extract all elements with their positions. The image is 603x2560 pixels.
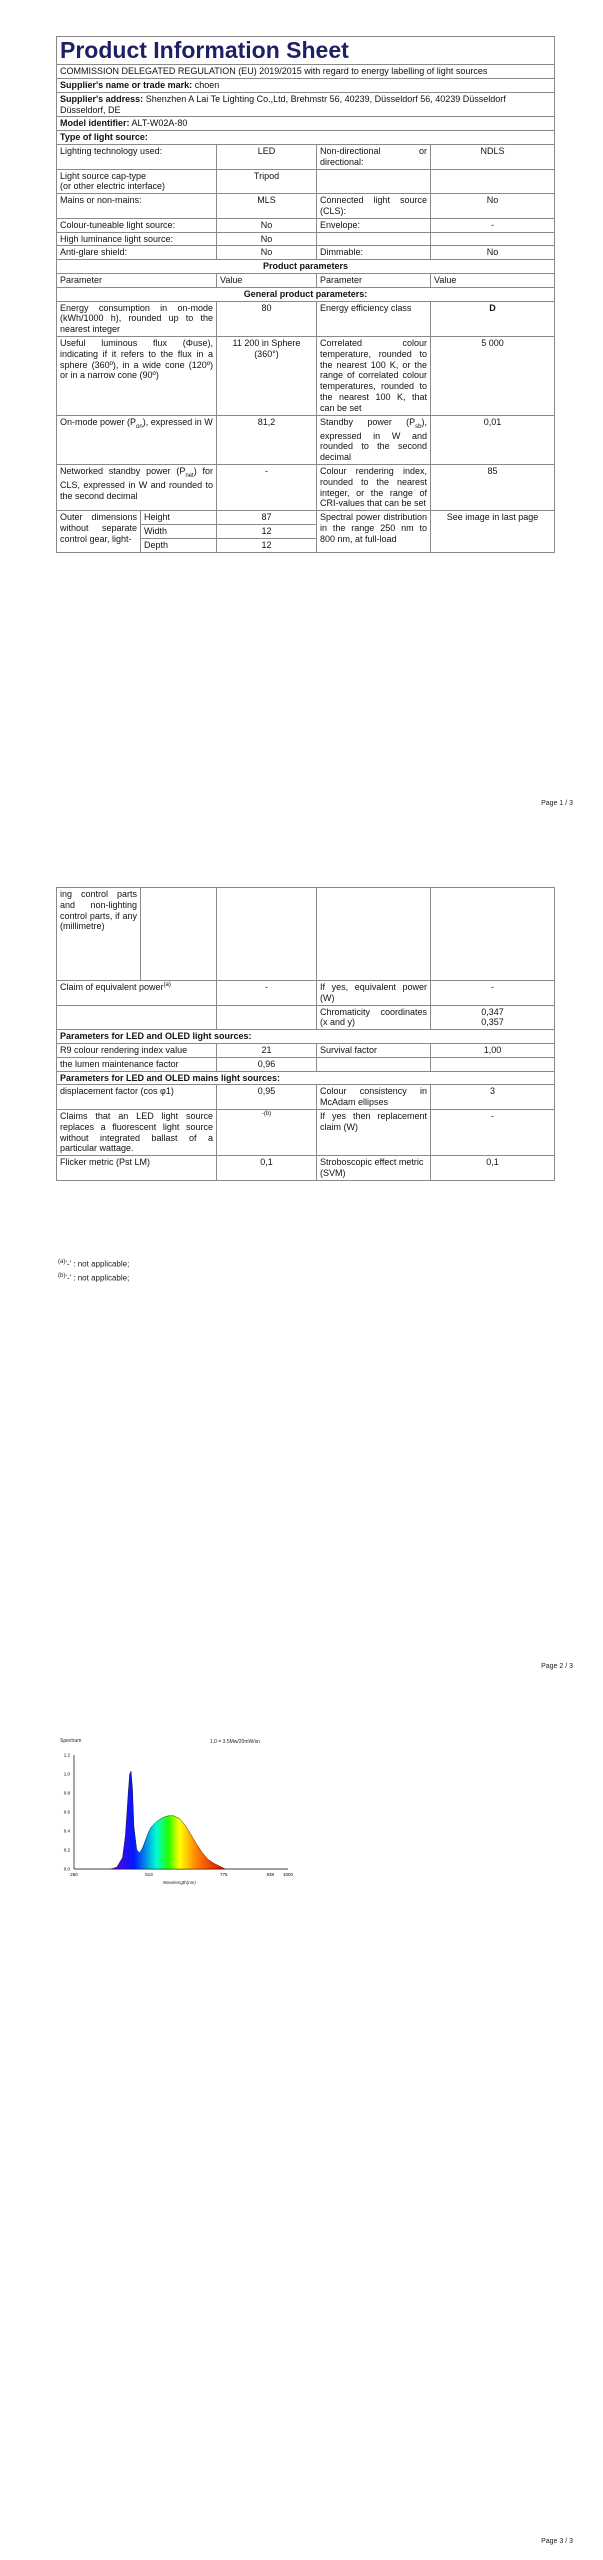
product-parameters-heading: Product parameters — [57, 260, 555, 274]
table-row: High luminance light source: No — [57, 232, 555, 246]
y-tick-label: 0.2 — [63, 1847, 70, 1853]
y-tick-label: 0.8 — [63, 1790, 70, 1796]
table-row: Energy consumption in on-mode (kWh/1000 h), rounded up to the nearest integer 80 Energy efficiency class D — [57, 301, 555, 336]
table-row: displacement factor (cos φ1) 0,95 Colour consistency in McAdam ellipses 3 — [57, 1085, 555, 1110]
table-row: Outer dimensions without separate control gear, light- Height 87 Spectral power distribution in the range 250 nm to 800 nm, at full-load See image in last page — [57, 511, 555, 525]
column-header-row: Parameter Value Parameter Value — [57, 274, 555, 288]
y-tick-label: 0.4 — [63, 1828, 70, 1834]
page-number: Page 1 / 3 — [541, 800, 573, 807]
table-row: Anti-glare shield: No Dimmable: No — [57, 246, 555, 260]
model-identifier-row: Model identifier: ALT-W02A-80 — [57, 117, 555, 131]
y-tick-label: 1.0 — [63, 1771, 70, 1777]
table-row: R9 colour rendering index value 21 Survival factor 1,00 — [57, 1043, 555, 1057]
table-row: Width 12 — [57, 524, 555, 538]
regulation-text: COMMISSION DELEGATED REGULATION (EU) 2019/2015 with regard to energy labelling of light sources — [57, 65, 555, 79]
page-number: Page 3 / 3 — [541, 2538, 573, 2545]
page-1 — [0, 0, 603, 817]
table-row: Mains or non-mains: MLS Connected light source (CLS): No — [57, 194, 555, 219]
product-info-table-continued — [56, 887, 555, 1181]
table-row: Depth 12 — [57, 538, 555, 552]
table-row: Claim of equivalent power$^{(a)}$ - If yes, equivalent power (W) - — [57, 981, 555, 1006]
table-row: Light source cap-type (or other electric interface) Tripod — [57, 169, 555, 194]
x-tick-label: 250 — [70, 1872, 78, 1877]
general-parameters-heading: General product parameters: — [57, 287, 555, 301]
table-row: ing control parts and non-lighting control parts, if any (millimetre) — [57, 888, 555, 981]
spectral-distribution-chart — [30, 1685, 320, 1925]
mains-led-heading: Parameters for LED and OLED mains light sources: — [57, 1071, 555, 1085]
chart-y-label: Spectrum — [60, 1738, 82, 1744]
table-row: Chromaticity coordinates (x and y) 0,347 0,357 — [57, 1005, 555, 1030]
page-number: Page 2 / 3 — [541, 1663, 573, 1670]
spectrum-area — [111, 1771, 225, 1869]
table-row: Networked standby power $(P_{net})$ for CLS, expressed in W and rounded to the second decimal - Colour rendering index, rounded to the nearest integer, or the range of CRI-values that can be set 85 — [57, 464, 555, 510]
footnotes — [58, 1257, 129, 1286]
chart-x-label: Wavelength(nm) — [163, 1880, 196, 1885]
table-row: Useful luminous flux (Φuse), indicating if it refers to the flux in a sphere (360º), in a wide cone (120º) or in a narrow cone (90º) 11 200 in Sphere (360°) Correlated colour temperature, rounded to the nearest 100 K, or the range of correlated colour temperatures, rounded to the nearest 100 K, that can be set 5 000 — [57, 337, 555, 416]
x-tick-label: 1000 — [282, 1872, 294, 1877]
table-row: Claims that an LED light source replaces a fluorescent light source without integrated ballast of a particular wattage. $^{-(b)}$ If yes then replacement claim (W) - — [57, 1109, 555, 1155]
supplier-name-row: Supplier's name or trade mark: choen — [57, 79, 555, 93]
x-tick-label: 513 — [145, 1872, 153, 1877]
type-of-light-source-heading: Type of light source: — [57, 131, 555, 145]
chart-title: 1.0 = 3.5Mw/20mW/sn — [210, 1739, 260, 1745]
table-row: Lighting technology used: LED Non-directional or directional: NDLS — [57, 145, 555, 170]
page-2 — [0, 817, 603, 1685]
led-oled-heading: Parameters for LED and OLED light sources: — [57, 1030, 555, 1044]
table-row: Flicker metric (Pst LM) 0,1 Stroboscopic effect metric (SVM) 0,1 — [57, 1156, 555, 1181]
supplier-address-row: Supplier's address: Shenzhen A Lai Te Lighting Co.,Ltd, Brehmstr 56, 40239, Düsseldorf 56, 40239 Düsseldorf Düsseldorf, DE — [57, 92, 555, 117]
page-title: Product Information Sheet — [57, 37, 555, 65]
table-row: Colour-tuneable light source: No Envelope: - — [57, 218, 555, 232]
footnote-b: $^{(b)}$'-' : not applicable; — [58, 1273, 130, 1283]
table-row: the lumen maintenance factor 0,96 — [57, 1057, 555, 1071]
page-3 — [0, 1685, 603, 2560]
table-row: On-mode power $(P_{on})$, expressed in W 81,2 Standby power $(P_{sb})$, expressed in W and rounded to the second decimal 0,01 — [57, 415, 555, 464]
footnote-a: $^{(a)}$'-' : not applicable; — [58, 1259, 130, 1269]
x-tick-label: 775 — [220, 1872, 228, 1877]
y-tick-label: 1.2 — [63, 1752, 70, 1758]
x-tick-label: 938 — [266, 1872, 275, 1877]
y-tick-label: 0.0 — [63, 1866, 70, 1872]
y-tick-label: 0.6 — [63, 1809, 70, 1815]
product-info-table — [56, 36, 555, 553]
